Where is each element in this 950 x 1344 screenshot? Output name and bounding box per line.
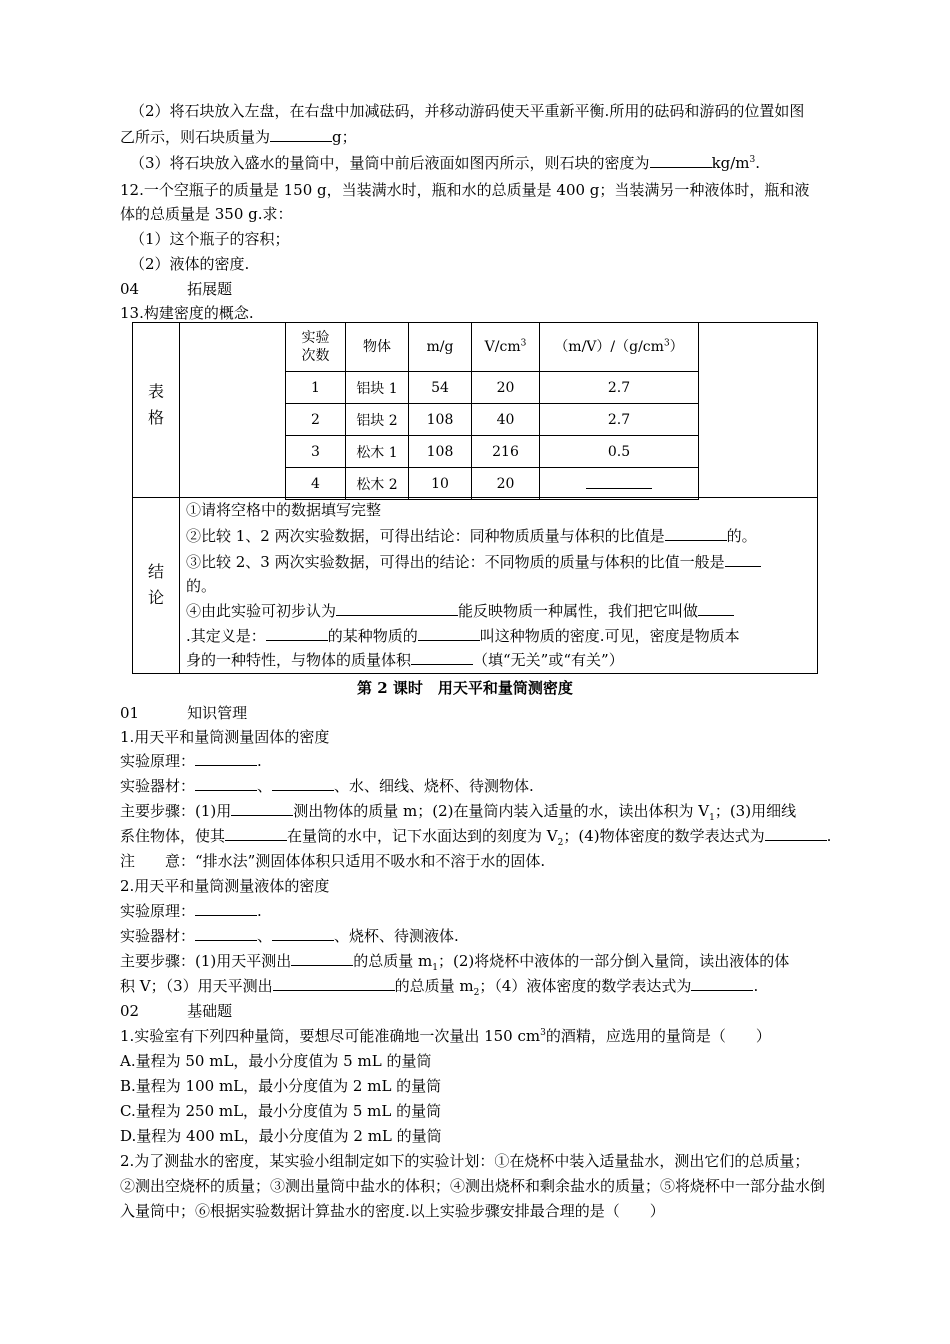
table-header-row — [286, 323, 699, 372]
answer-blank[interactable] — [231, 801, 293, 816]
option-b[interactable]: B.量程为 100 mL，最小分度值为 2 mL 的量筒 — [120, 1077, 442, 1095]
section-number: 04 — [120, 280, 140, 298]
answer-blank[interactable] — [418, 626, 480, 641]
cell: 1 — [286, 372, 346, 404]
q2-line2: ②测出空烧杯的质量；③测出量筒中盐水的体积；④测出烧杯和剩余盐水的质量；⑤将烧杯中一部分盐水倒 — [120, 1177, 826, 1195]
text: . — [753, 977, 759, 995]
heading-liquid-density: 2.用天平和量筒测量液体的密度 — [120, 877, 330, 895]
header-ratio — [540, 323, 699, 372]
table-row — [286, 468, 699, 500]
answer-blank[interactable] — [665, 526, 727, 541]
text: 、 — [257, 927, 273, 945]
cell: 10 — [409, 468, 472, 500]
principle-line — [120, 751, 262, 771]
q11-step3-line — [130, 153, 760, 173]
label-char: 表 — [147, 382, 164, 401]
text: . — [755, 154, 761, 172]
text: 实验原理： — [120, 902, 196, 920]
superscript: 3 — [663, 338, 670, 349]
option-c[interactable]: C.量程为 250 mL，最小分度值为 5 mL 的量筒 — [120, 1102, 442, 1120]
subscript: 1 — [709, 813, 715, 823]
text: 系住物体，使其 — [120, 827, 226, 845]
q12-part2: （2）液体的密度. — [130, 255, 250, 273]
conclusion-4-end — [186, 650, 624, 670]
cell: 108 — [409, 436, 472, 468]
text: （填“无关”或“有关”） — [473, 651, 624, 669]
cell: 20 — [472, 372, 540, 404]
q11-step2-line2 — [120, 127, 357, 147]
superscript: 3 — [749, 155, 756, 165]
text: ；(4)物体密度的数学表达式为 — [563, 827, 765, 845]
cell: 2.7 — [540, 372, 699, 404]
principle-line — [120, 901, 262, 921]
answer-blank[interactable] — [266, 626, 328, 641]
cell: 54 — [409, 372, 472, 404]
text: ；(3)用细线 — [714, 802, 797, 820]
cell: 4 — [286, 468, 346, 500]
header-text: （m/V）/（g/cm — [554, 339, 664, 355]
superscript: 3 — [540, 1028, 546, 1038]
steps-line2 — [120, 826, 831, 846]
q12-part1: （1）这个瓶子的容积； — [130, 230, 290, 248]
text: 在量筒的水中，记下水面达到的刻度为 V — [287, 827, 558, 845]
text: .其定义是： — [186, 627, 266, 645]
cell: 20 — [472, 468, 540, 500]
answer-blank[interactable] — [650, 153, 712, 168]
text: 实验器材： — [120, 777, 196, 795]
cell: 铝块 1 — [346, 372, 409, 404]
text: 实验原理： — [120, 752, 196, 770]
answer-blank[interactable] — [195, 751, 257, 766]
text: . — [257, 752, 262, 770]
label-char: 结 — [147, 562, 164, 581]
text: ；(2)将烧杯中液体的一部分倒入量筒，读出液体的体 — [437, 952, 790, 970]
equipment-line — [120, 776, 534, 796]
text: 的酒精，应选用的量筒是（ ） — [545, 1027, 771, 1045]
q11-step2-line1: （2）将石块放入左盘，在右盘中加减砝码，并移动游码使天平重新平衡.所用的砝码和游码的位置如图 — [130, 102, 805, 120]
answer-blank[interactable] — [586, 474, 652, 489]
cell: 松木 1 — [346, 436, 409, 468]
section-number: 02 — [120, 1002, 140, 1020]
label-char: 论 — [147, 588, 164, 607]
header-text: ） — [669, 339, 684, 355]
text: ③比较 2、3 两次实验数据，可得出的结论：不同物质的质量与体积的比值一般是 — [186, 553, 725, 571]
answer-blank[interactable] — [272, 776, 334, 791]
answer-blank[interactable] — [765, 826, 827, 841]
table-divider — [179, 323, 180, 673]
text: 的总质量 m — [394, 977, 474, 995]
heading-solid-density: 1.用天平和量筒测量固体的密度 — [120, 728, 330, 746]
cell: 108 — [409, 404, 472, 436]
answer-blank[interactable] — [195, 776, 257, 791]
subscript: 2 — [473, 988, 480, 998]
answer-blank[interactable] — [411, 650, 473, 665]
q2-line3: 入量筒中；⑥根据实验数据计算盐水的密度.以上实验步骤安排最合理的是（ ） — [120, 1202, 665, 1220]
text: 乙所示，则石块质量为 — [120, 128, 271, 146]
text: 1.实验室有下列四种量筒，要想尽可能准确地一次量出 150 cm — [120, 1027, 541, 1045]
experiment-data-table — [285, 322, 699, 500]
q12-line1: 12.一个空瓶子的质量是 150 g，当装满水时，瓶和水的总质量是 400 g；当装满另一种液体时，瓶和液 — [120, 181, 810, 199]
text: 、水、细线、烧杯、待测物体. — [334, 777, 534, 795]
cell: 40 — [472, 404, 540, 436]
text: 叫这种物质的密度.可见，密度是物质本 — [479, 627, 740, 645]
text: 积 V；（3）用天平测出 — [120, 977, 273, 995]
text: 身的一种特性，与物体的质量体积 — [186, 651, 412, 669]
header-trial — [286, 323, 346, 372]
text: g； — [332, 128, 357, 146]
answer-blank[interactable] — [691, 976, 753, 991]
conclusion-3-cont: 的。 — [186, 577, 217, 595]
text: 、烧杯、待测液体. — [334, 927, 459, 945]
table-row — [286, 372, 699, 404]
q12-line2: 体的总质量是 350 g.求： — [120, 205, 293, 223]
option-d[interactable]: D.量程为 400 mL，最小分度值为 2 mL 的量筒 — [120, 1127, 442, 1145]
steps-line1 — [120, 951, 789, 971]
answer-blank[interactable] — [195, 901, 257, 916]
conclusion-3 — [186, 552, 761, 572]
subscript: 1 — [432, 963, 438, 973]
section-title: 拓展题 — [187, 280, 233, 298]
section-04-heading — [120, 279, 232, 299]
row-label-conclusion — [133, 559, 179, 611]
cell: 3 — [286, 436, 346, 468]
text: 主要步骤：(1)用 — [120, 802, 232, 820]
cell: 2.7 — [540, 404, 699, 436]
conclusion-1: ①请将空格中的数据填写完整 — [186, 501, 382, 519]
answer-blank[interactable] — [272, 926, 334, 941]
conclusion-2 — [186, 526, 757, 546]
cell: 2 — [286, 404, 346, 436]
steps-line1 — [120, 801, 796, 821]
header-object: 物体 — [346, 323, 409, 372]
answer-blank[interactable] — [698, 601, 734, 616]
answer-blank[interactable] — [336, 601, 458, 616]
answer-blank[interactable] — [291, 951, 353, 966]
option-a[interactable]: A.量程为 50 mL，最小分度值为 5 mL 的量筒 — [120, 1052, 432, 1070]
table-row — [286, 436, 699, 468]
cell: 铝块 2 — [346, 404, 409, 436]
cell: 216 — [472, 436, 540, 468]
answer-blank[interactable] — [270, 127, 332, 142]
section-number: 01 — [120, 704, 140, 722]
text: ②比较 1、2 两次实验数据，可得出结论：同种物质质量与体积的比值是 — [186, 527, 665, 545]
conclusion-4 — [186, 601, 734, 621]
q13-title: 13.构建密度的概念. — [120, 304, 254, 322]
q1-stem — [120, 1026, 771, 1046]
text: 实验器材： — [120, 927, 196, 945]
answer-blank[interactable] — [195, 926, 257, 941]
section-title: 知识管理 — [187, 704, 248, 722]
text: ；（4）液体密度的数学表达式为 — [479, 977, 692, 995]
equipment-line — [120, 926, 459, 946]
note-line: 注 意：“排水法”测固体体积只适用不吸水和不溶于水的固体. — [120, 852, 546, 870]
text: ④由此实验可初步认为 — [186, 602, 337, 620]
label-char: 格 — [147, 408, 164, 427]
text: 的总质量 m — [353, 952, 433, 970]
header-mass: m/g — [409, 323, 472, 372]
answer-blank[interactable] — [273, 976, 395, 991]
steps-line2 — [120, 976, 758, 996]
text: kg/m — [711, 154, 750, 172]
header-volume — [472, 323, 540, 372]
text: . — [257, 902, 262, 920]
answer-blank[interactable] — [725, 552, 761, 567]
subscript: 2 — [557, 838, 564, 848]
section-title: 基础题 — [187, 1002, 233, 1020]
table-row — [286, 404, 699, 436]
row-label-table — [133, 379, 179, 431]
header-text: 实验 次数 — [301, 330, 330, 364]
conclusion-4-def — [186, 626, 740, 646]
cell: 松木 2 — [346, 468, 409, 500]
section-02-heading — [120, 1001, 232, 1021]
text: 测出物体的质量 m；(2)在量筒内装入适量的水，读出体积为 V — [293, 802, 710, 820]
text: 能反映物质一种属性，我们把它叫做 — [458, 602, 699, 620]
text: （3）将石块放入盛水的量筒中，量筒中前后液面如图丙所示，则石块的密度为 — [130, 154, 650, 172]
text: 的某种物质的 — [327, 627, 418, 645]
header-text: V/cm — [484, 339, 521, 355]
text: 、 — [257, 777, 273, 795]
answer-blank[interactable] — [225, 826, 287, 841]
text: . — [826, 827, 832, 845]
superscript: 3 — [520, 338, 527, 349]
q2-line1: 2.为了测盐水的密度，某实验小组制定如下的实验计划：①在烧杯中装入适量盐水，测出它们的总质量； — [120, 1152, 810, 1170]
section-01-heading — [120, 703, 247, 723]
cell — [540, 468, 699, 500]
lesson-title: 第 2 课时 用天平和量筒测密度 — [357, 679, 573, 697]
text: 的。 — [726, 527, 757, 545]
text: 主要步骤：(1)用天平测出 — [120, 952, 292, 970]
cell: 0.5 — [540, 436, 699, 468]
